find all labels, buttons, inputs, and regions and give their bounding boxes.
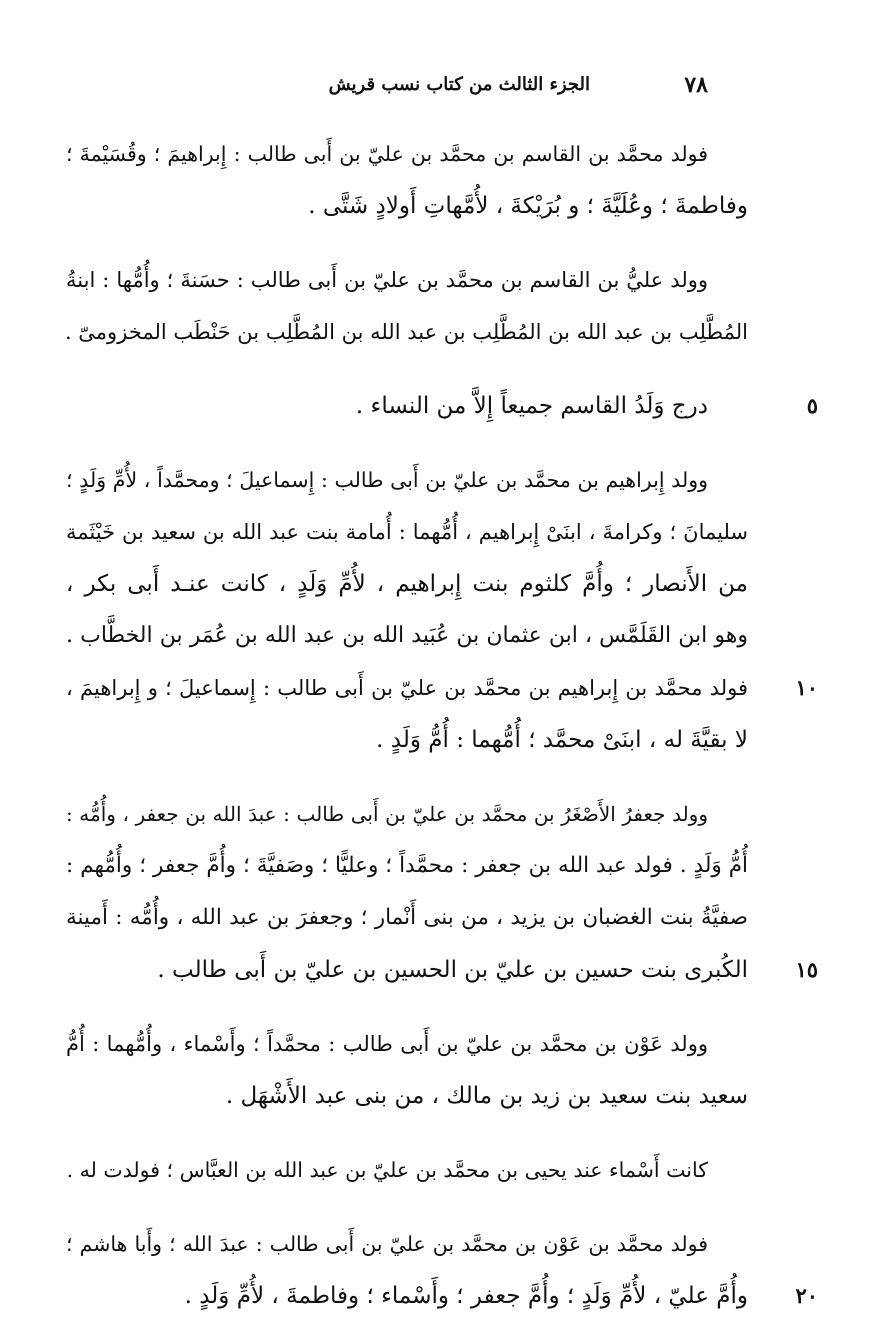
line-text: كانت أَسْماء عند يحيى بن محمَّد بن عليّ بن عبد الله بن العبَّاس ؛ فولدت له . [66,1158,708,1182]
text-line [66,944,818,996]
line-text: وولد عليُّ بن القاسم بن محمَّد بن عليّ بن أَبى طالب : حسَنةَ ؛ وأُمُّها : ابنةُ [66,268,708,292]
text-line [66,558,748,610]
text-line [66,1070,748,1122]
running-title: الجزء الثالث من كتاب نسب قريش [328,74,590,95]
line-text: من الأَنصار ؛ وأُمَّ كلثوم بنت إِبراهيم ، لأُمِّ وَلَدٍ ، كانت عنـد أَبى بكر ، [66,571,748,597]
line-number: ٥ [806,393,818,418]
text-line [66,1018,748,1070]
text-line [66,1270,818,1322]
line-text: فولد محمَّد بن القاسم بن محمَّد بن عليّ بن أَبى طالب : إِبراهيمَ ؛ وقُسَيْمةَ ؛ [66,142,708,166]
text-line [66,128,748,180]
text-line [66,892,748,944]
text-line [66,254,748,306]
line-text: لا بقيَّةَ له ، ابنَىْ محمَّد ؛ أُمُّهما : أُمُّ وَلَدٍ . [376,727,748,753]
line-text: فولد محمَّد بن إِبراهيم بن محمَّد بن عليّ بن أَبى طالب : إِسماعيلَ ؛ و إِبراهيمَ ، [66,676,748,700]
line-text: أُمُّ وَلَدٍ . فولد عبد الله بن جعفر : محمَّداً ؛ وعليًّا ؛ وصَفيَّةَ ؛ وأُمَّ جعفر ؛ وأُمُّهم : [66,853,748,878]
line-text: سعيد بنت سعيد بن زيد بن مالك ، من بنى عبد الأَشْهَل . [225,1083,748,1109]
text-line [66,714,748,766]
paragraph [66,128,748,232]
paragraph [66,454,818,766]
page-number: ٧٨ [684,72,708,98]
text-line [66,662,818,714]
line-text: صفيَّةُ بنت الغضبان بن يزيد ، من بنى أَنْمار ؛ وجعفرَ بن عبد الله ، وأُمُّه : أَمينة [66,905,748,930]
line-text: المُطَّلِب بن عبد الله بن المُطَّلِب بن عبد الله بن المُطَّلِب بن حَنْطَب المخزومىّ . [64,320,748,344]
text-line [66,306,748,358]
line-text: وهو ابن القَلَمَّس ، ابن عثمان بن عُبَيد الله بن عبد الله بن عُمَر بن الخطَّاب . [66,623,748,648]
text-line [66,610,748,662]
text-line [66,454,748,506]
line-text: وفاطمةَ ؛ وعُلَيَّةَ ؛ و بُرَيْكةَ ، لأُمَّهاتِ أَولادٍ شَتَّى . [308,193,748,219]
line-text: درج وَلَدُ القاسم جميعاً إِلاَّ من النساء . [355,393,708,419]
paragraph [66,380,818,432]
paragraph [66,1144,748,1196]
body-text [64,128,818,1344]
text-line [66,1218,748,1270]
text-line [66,788,748,840]
page-header [290,72,720,106]
paragraph [66,254,748,358]
line-text: فولد محمَّد بن عَوْن بن محمَّد بن عليّ بن أَبى طالب : عبدَ الله ؛ وأَبا هاشم ؛ [66,1232,708,1256]
line-text: وأُمَّ عليّ ، لأُمِّ وَلَدٍ ؛ وأُمَّ جعفر ؛ وأَسْماء ؛ وفاطمةَ ، لأُمِّ وَلَدٍ . [184,1283,748,1309]
text-line [66,380,818,432]
paragraph [66,1018,748,1122]
line-text: وولد جعفرُ الأَصْغَرُ بن محمَّد بن عليّ بن أَبى طالب : عبدَ الله بن جعفر ، وأُمُّه : [66,802,709,826]
line-text: وولد إِبراهيم بن محمَّد بن عليّ بن أَبى طالب : إِسماعيلَ ؛ ومحمَّداً ، لأُمِّ وَلَدٍ ؛ [66,468,708,492]
line-number: ١٥ [795,957,818,982]
line-text: وولد عَوْن بن محمَّد بن عليّ بن أَبى طالب : محمَّداً ؛ وأَسْماء ، وأُمُّهما : أُمُّ [66,1032,708,1056]
paragraph [66,1218,818,1322]
line-text: سليمانَ ؛ وكرامةَ ، ابنَىْ إِبراهيم ، أُمُّهما : أُمامة بنت عبد الله بن سعيد بن خَيْثَمة [66,520,748,544]
line-text: الكُبرى بنت حسين بن عليّ بن الحسين بن عليّ بن أَبى طالب . [157,957,748,983]
text-line [66,180,748,232]
text-line [66,840,748,892]
line-number: ٢٠ [795,1283,818,1308]
text-line [66,506,748,558]
line-number: ١٠ [795,675,818,700]
paragraph [66,788,818,996]
text-line [66,1144,748,1196]
